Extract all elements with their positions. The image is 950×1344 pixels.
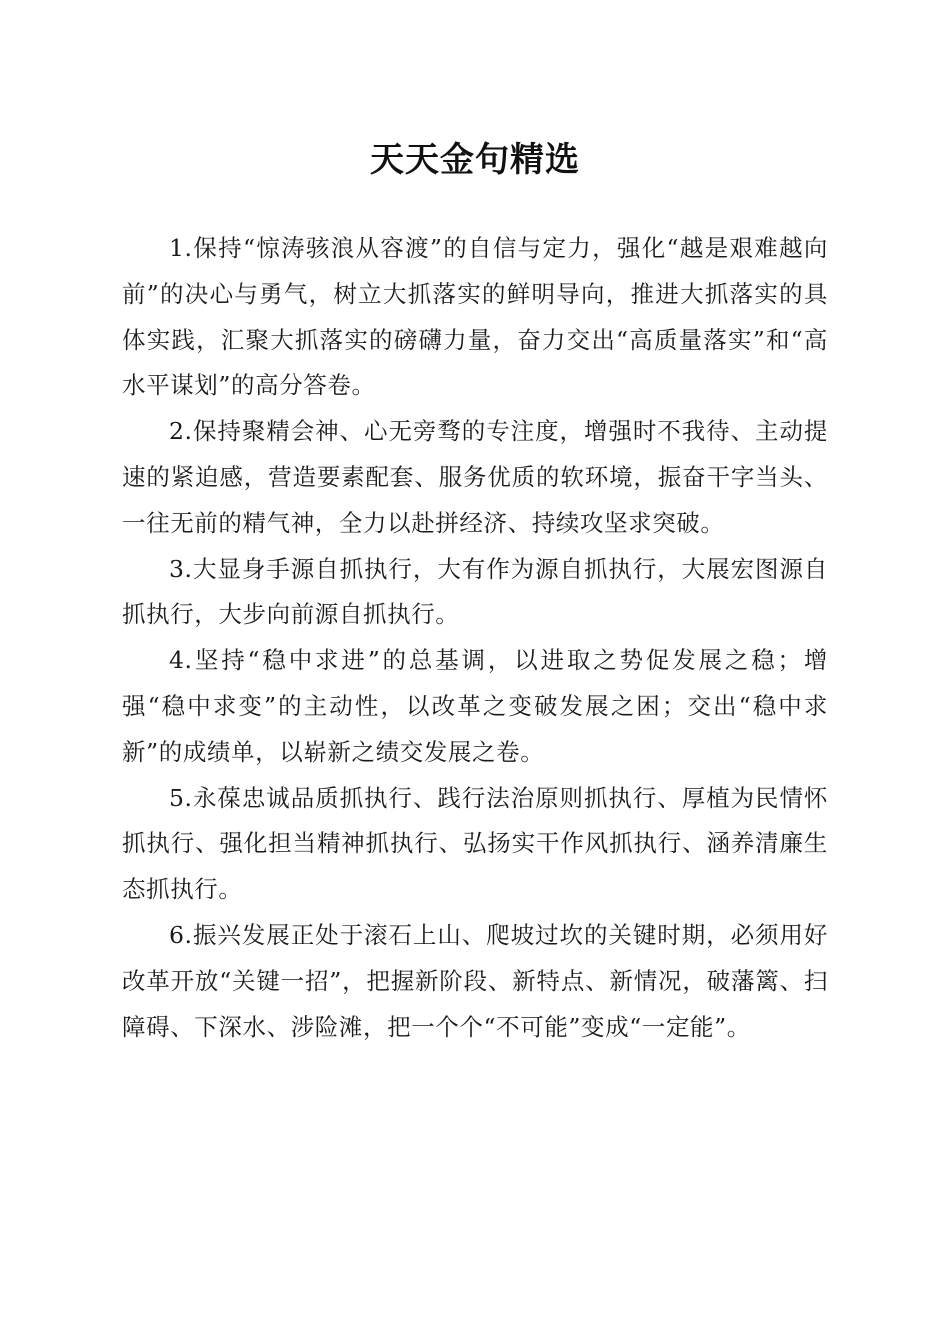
- paragraph-4: 4.坚持“稳中求进”的总基调，以进取之势促发展之稳；增强“稳中求变”的主动性，以改革之变破发展之困；交出“稳中求新”的成绩单，以崭新之绩交发展之卷。: [122, 646, 828, 766]
- paragraph-2: 2.保持聚精会神、心无旁骛的专注度，增强时不我待、主动提速的紧迫感，营造要素配套、服务优质的软环境，振奋干字当头、一往无前的精气神，全力以赴拼经济、持续攻坚求突破。: [122, 417, 828, 537]
- paragraph-5: 5.永葆忠诚品质抓执行、践行法治原则抓执行、厚植为民情怀抓执行、强化担当精神抓执行、弘扬实干作风抓执行、涵养清廉生态抓执行。: [122, 783, 828, 904]
- paragraph-6: 6.振兴发展正处于滚石上山、爬坡过坎的关键时期，必须用好改革开放“关键一招”，把握新阶段、新特点、新情况，破藩篱、扫障碍、下深水、涉险滩，把一个个“不可能”变成“一定能”。: [122, 920, 828, 1041]
- paragraph-3: 3.大显身手源自抓执行，大有作为源自抓执行，大展宏图源自抓执行，大步向前源自抓执行。: [122, 554, 828, 629]
- document-body: [122, 226, 828, 1050]
- paragraph-1: 1.保持“惊涛骇浪从容渡”的自信与定力，强化“越是艰难越向前”的决心与勇气，树立大抓落实的鲜明导向，推进大抓落实的具体实践，汇聚大抓落实的磅礴力量，奋力交出“高质量落实”和“高水平谋划”的高分答卷。: [122, 234, 828, 400]
- document-title: 天天金句精选: [370, 140, 580, 180]
